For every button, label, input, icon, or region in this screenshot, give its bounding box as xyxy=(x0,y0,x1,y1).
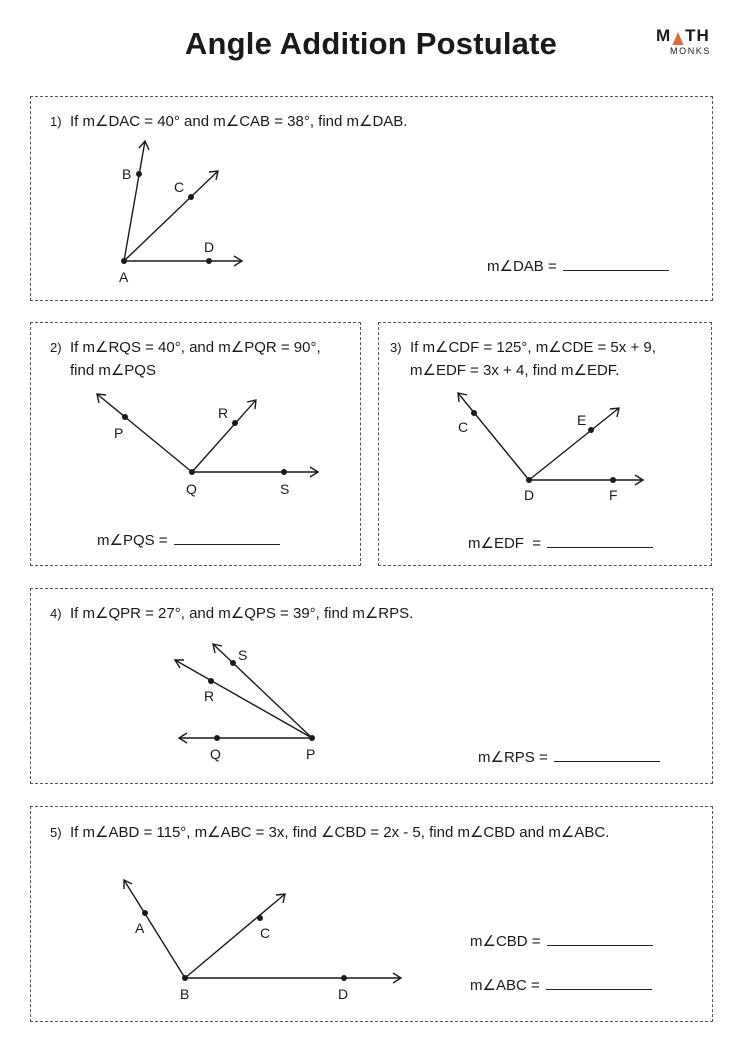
point-q xyxy=(189,469,195,475)
point-c xyxy=(188,194,194,200)
problem-3-question xyxy=(390,336,656,382)
logo-triangle-icon xyxy=(672,31,684,46)
problem-5-answer-1-label: m∠CBD = xyxy=(470,933,541,950)
label-c: C xyxy=(458,419,469,435)
point-c xyxy=(471,410,477,416)
point-b xyxy=(136,171,142,177)
point-c xyxy=(257,915,263,921)
label-a: A xyxy=(119,269,129,285)
label-s: S xyxy=(280,481,290,497)
point-s xyxy=(281,469,287,475)
point-e xyxy=(588,427,594,433)
ray-dc xyxy=(458,393,529,480)
problem-4-answer-blank[interactable] xyxy=(554,749,660,762)
label-b: B xyxy=(180,986,190,1002)
problem-1-question xyxy=(50,110,407,133)
ray-pr xyxy=(175,660,312,738)
label-q: Q xyxy=(210,746,221,762)
problem-2-text-line2: find m∠PQS xyxy=(70,362,156,379)
ray-de xyxy=(529,408,619,480)
point-f xyxy=(610,477,616,483)
ray-qp xyxy=(97,394,192,472)
point-p xyxy=(309,735,315,741)
label-c: C xyxy=(174,179,185,195)
problem-1-number: 1) xyxy=(50,114,62,129)
problem-2-number: 2) xyxy=(50,340,62,355)
point-r xyxy=(232,420,238,426)
label-e: E xyxy=(577,412,587,428)
label-c: C xyxy=(260,925,271,941)
logo-subtitle: MONKS xyxy=(670,46,712,56)
problem-5-answer-1 xyxy=(470,932,653,950)
label-d: D xyxy=(524,487,535,503)
problem-2-answer-blank[interactable] xyxy=(174,532,280,545)
label-p: P xyxy=(114,425,124,441)
point-a xyxy=(121,258,127,264)
problem-5-answer-2-label: m∠ABC = xyxy=(470,977,540,994)
problem-4-answer xyxy=(478,748,660,766)
problem-3-answer xyxy=(468,534,653,552)
problem-5-question xyxy=(50,821,609,844)
label-s: S xyxy=(238,647,248,663)
problem-4-number: 4) xyxy=(50,606,62,621)
problem-5-text: If m∠ABD = 115°, m∠ABC = 3x, find ∠CBD = 2x - 5, find m∠CBD and m∠ABC. xyxy=(70,824,610,841)
label-r: R xyxy=(204,688,215,704)
problem-5-answer-2 xyxy=(470,976,652,994)
problem-1-answer-label: m∠DAB = xyxy=(487,258,557,275)
problem-5-number: 5) xyxy=(50,825,62,840)
problem-2-text-line1: If m∠RQS = 40°, and m∠PQR = 90°, xyxy=(70,339,321,356)
label-q: Q xyxy=(186,481,197,497)
problem-4-text: If m∠QPR = 27°, and m∠QPS = 39°, find m∠RPS. xyxy=(70,605,414,622)
problem-3-text-line2: m∠EDF = 3x + 4, find m∠EDF. xyxy=(410,362,620,379)
point-p xyxy=(122,414,128,420)
label-d: D xyxy=(338,986,349,1002)
problem-5-figure xyxy=(118,876,408,1006)
problem-4-answer-label: m∠RPS = xyxy=(478,749,548,766)
point-d xyxy=(341,975,347,981)
problem-3-answer-blank[interactable] xyxy=(547,535,653,548)
point-d xyxy=(526,477,532,483)
problem-4-figure xyxy=(170,638,330,763)
point-r xyxy=(208,678,214,684)
logo-letter-m: M xyxy=(656,26,672,45)
page-title: Angle Addition Postulate xyxy=(184,26,558,61)
point-b xyxy=(182,975,188,981)
problem-3-number: 3) xyxy=(390,340,402,355)
problem-3-figure xyxy=(450,390,650,510)
problem-5-answer-1-blank[interactable] xyxy=(547,933,653,946)
label-p: P xyxy=(306,746,316,762)
problem-4-question xyxy=(50,602,413,625)
problem-1-answer-blank[interactable] xyxy=(563,258,669,271)
problem-2-answer-label: m∠PQS = xyxy=(97,532,168,549)
problem-3-answer-label: m∠EDF = xyxy=(468,535,542,552)
point-d xyxy=(206,258,212,264)
problem-3-text-line1: If m∠CDF = 125°, m∠CDE = 5x + 9, xyxy=(410,339,656,356)
problem-1-text: If m∠DAC = 40° and m∠CAB = 38°, find m∠DAB. xyxy=(70,113,408,130)
math-monks-logo xyxy=(656,26,720,56)
label-a: A xyxy=(135,920,145,936)
problem-2-figure xyxy=(90,388,330,498)
logo-letters-th: TH xyxy=(685,26,710,45)
problem-5-answer-2-blank[interactable] xyxy=(546,977,652,990)
label-r: R xyxy=(218,405,229,421)
ray-ba xyxy=(124,880,185,978)
point-s xyxy=(230,660,236,666)
problem-2-question xyxy=(50,336,321,382)
problem-2-answer xyxy=(97,531,280,549)
point-a xyxy=(142,910,148,916)
label-f: F xyxy=(609,487,618,503)
ray-ps xyxy=(213,644,312,738)
label-d: D xyxy=(204,239,215,255)
point-q xyxy=(214,735,220,741)
problem-1-figure xyxy=(110,135,260,290)
problem-1-answer xyxy=(487,257,669,275)
label-b: B xyxy=(122,166,132,182)
